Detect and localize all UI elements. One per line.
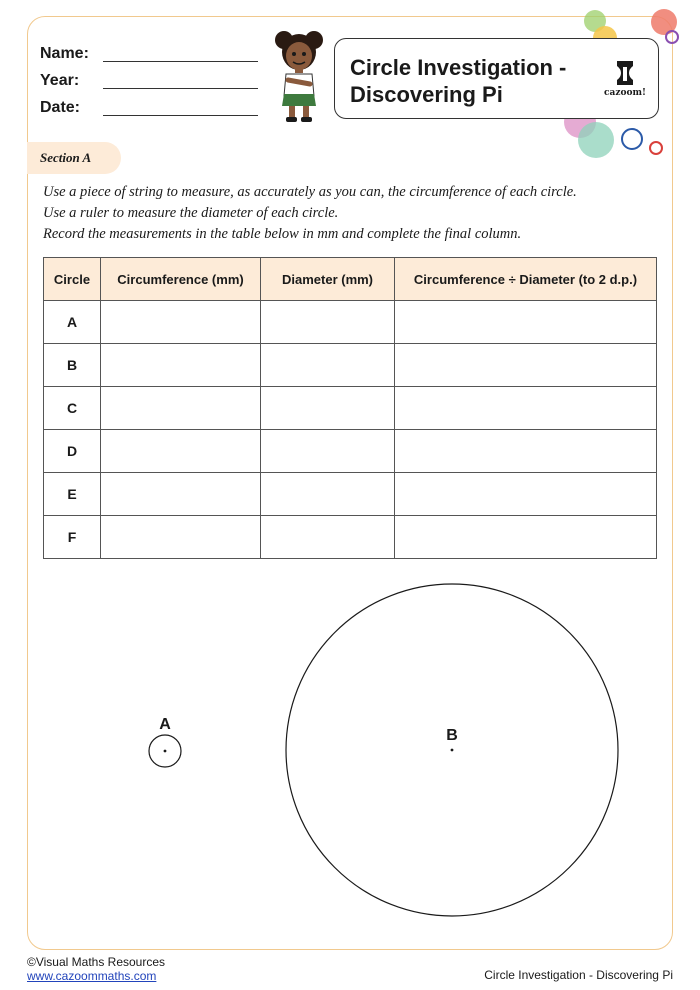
ratio-cell[interactable] (395, 387, 657, 430)
date-field[interactable] (40, 99, 80, 117)
worksheet-title-box (334, 38, 659, 119)
circle-a-label: A (159, 716, 171, 733)
name-line[interactable] (103, 61, 258, 62)
diameter-cell[interactable] (261, 516, 395, 559)
measurements-table (43, 257, 657, 559)
diameter-cell[interactable] (261, 344, 395, 387)
ratio-cell[interactable] (395, 344, 657, 387)
diameter-cell[interactable] (261, 387, 395, 430)
circles-diagram (0, 570, 700, 940)
circumference-cell[interactable] (101, 430, 261, 473)
diameter-cell[interactable] (261, 430, 395, 473)
circle-label-cell: E (44, 473, 101, 516)
ratio-cell[interactable] (395, 516, 657, 559)
table-row (44, 301, 657, 344)
name-label: Name: (40, 45, 89, 62)
table-row (44, 516, 657, 559)
column-header-diameter: Diameter (mm) (261, 258, 395, 301)
ratio-cell[interactable] (395, 301, 657, 344)
footer-left (27, 955, 165, 983)
circle-b-label: B (446, 727, 458, 744)
diameter-cell[interactable] (261, 301, 395, 344)
circumference-cell[interactable] (101, 344, 261, 387)
logo-wordmark: cazoom! (604, 88, 646, 98)
circle-label-cell: F (44, 516, 101, 559)
year-label: Year: (40, 72, 80, 89)
footer-doc-title: Circle Investigation - Discovering Pi (484, 968, 673, 982)
instruction-line: Use a ruler to measure the diameter of each circle. (43, 205, 339, 221)
worksheet-title (350, 54, 590, 108)
column-header-circumference: Circumference (mm) (101, 258, 261, 301)
cazoom-logo-icon (599, 57, 651, 89)
instruction-line: Record the measurements in the table below in mm and complete the final column. (43, 226, 522, 242)
diameter-cell[interactable] (261, 473, 395, 516)
circle-b-centre (451, 749, 454, 752)
title-line-1: Circle Investigation - (350, 55, 567, 80)
circle-a-centre (164, 750, 167, 753)
instructions (43, 182, 663, 245)
instruction-line: Use a piece of string to measure, as accurately as you can, the circumference of each circle. (43, 184, 577, 200)
year-line[interactable] (103, 88, 258, 89)
circle-label-cell: B (44, 344, 101, 387)
copyright-text: ©Visual Maths Resources (27, 955, 166, 969)
table-row (44, 430, 657, 473)
circle-label-cell: A (44, 301, 101, 344)
website-link[interactable]: www.cazoommaths.com (27, 969, 157, 983)
title-line-2: Discovering Pi (350, 82, 503, 107)
table-row (44, 344, 657, 387)
circle-label-cell: D (44, 430, 101, 473)
name-field[interactable] (40, 45, 89, 63)
column-header-ratio: Circumference ÷ Diameter (to 2 d.p.) (395, 258, 657, 301)
ratio-cell[interactable] (395, 430, 657, 473)
year-field[interactable] (40, 72, 79, 90)
table-row (44, 387, 657, 430)
table-header-row (44, 258, 657, 301)
date-label: Date: (40, 99, 81, 116)
ratio-cell[interactable] (395, 473, 657, 516)
circumference-cell[interactable] (101, 301, 261, 344)
section-label: Section A (27, 142, 121, 174)
circle-label-cell: C (44, 387, 101, 430)
date-line[interactable] (103, 115, 258, 116)
column-header-circle: Circle (44, 258, 101, 301)
student-character-illustration (268, 26, 330, 126)
table-row (44, 473, 657, 516)
cazoom-logo (599, 57, 651, 101)
circumference-cell[interactable] (101, 387, 261, 430)
circumference-cell[interactable] (101, 473, 261, 516)
circumference-cell[interactable] (101, 516, 261, 559)
